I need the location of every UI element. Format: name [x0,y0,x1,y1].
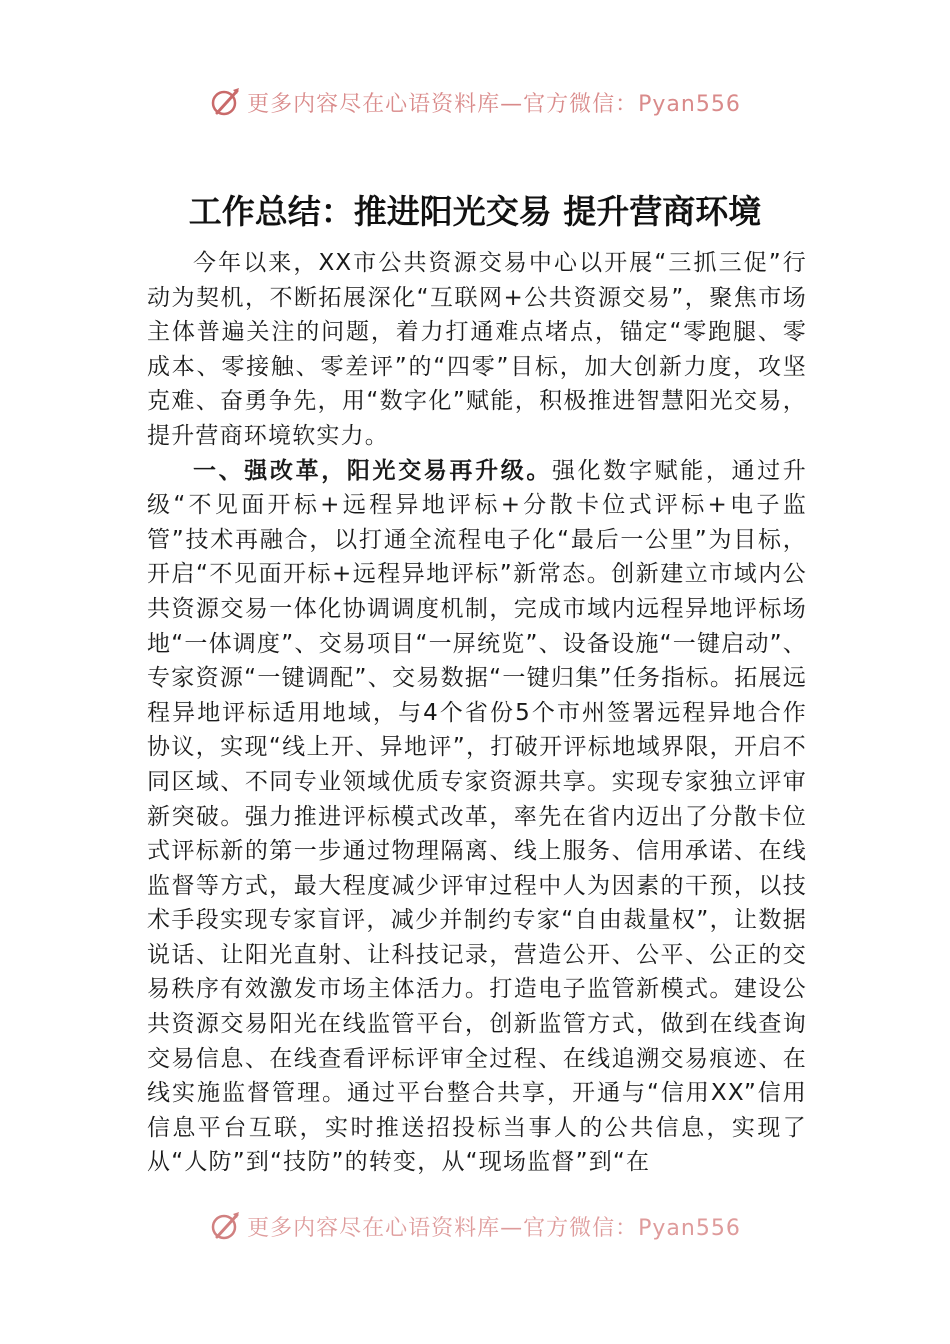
document-body [147,246,807,1180]
section-1-paragraph [147,454,807,1180]
document-title: 工作总结：推进阳光交易 提升营商环境 [188,192,762,231]
watermark-text: 更多内容尽在心语资料库—官方微信：Pyan556 [247,1215,741,1241]
intro-paragraph: 今年以来，XX市公共资源交易中心以开展“三抓三促”行动为契机，不断拓展深化“互联网+公共资源交易”，聚焦市场主体普遍关注的问题，着力打通难点堵点，锚定“零跑腿、零成本、零接触、零差评”的“四零”目标，加大创新力度，攻坚克难、奋勇争先，用“数字化”赋能，积极推进智慧阳光交易，提升营商环境软实力。 [147,250,807,449]
watermark-banner-bottom [0,1206,950,1246]
pen-logo-icon [209,85,243,119]
watermark-banner-top [0,82,950,122]
pen-logo-icon [209,1209,243,1243]
section-1-heading: 一、强改革，阳光交易再升级。 [193,457,553,484]
watermark-text: 更多内容尽在心语资料库—官方微信：Pyan556 [247,91,741,117]
section-1-body: 强化数字赋能，通过升级“不见面开标+远程异地评标+分散卡位式评标+电子监管”技术再融合，以打通全流程电子化“最后一公里”为目标，开启“不见面开标+远程异地评标”新常态。创新建立市域内公共资源交易一体化协调调度机制，完成市域内远程异地评标场地“一体调度”、交易项目“一屏统览”、设备设施“一键启动”、专家资源“一键调配”、交易数据“一键归集”任务指标。拓展远程异地评标适用地域，与4个省份5个市州签署远程异地合作协议，实现“线上开、异地评”，打破开评标地域界限，开启不同区域、不同专业领域优质专家资源共享。实现专家独立评审新突破。强力推进评标模式改革，率先在省内迈出了分散卡位式评标新的第一步通过物理隔离、线上服务、信用承诺、在线监督等方式，最大程度减少评审过程中人为因素的干预，以技术手段实现专家盲评，减少并制约专家“自由裁量权”，让数据说话、让阳光直射、让科技记录，营造公开、公平、公正的交易秩序有效激发市场主体活力。打造电子监管新模式。建设公共资源交易阳光在线监管平台，创新监管方式，做到在线查询交易信息、在线查看评标评审全过程、在线追溯交易痕迹、在线实施监督管理。通过平台整合共享，开通与“信用XX”信用信息平台互联，实时推送招投标当事人的公共信息，实现了从“人防”到“技防”的转变，从“现场监督”到“在 [147,457,808,1176]
